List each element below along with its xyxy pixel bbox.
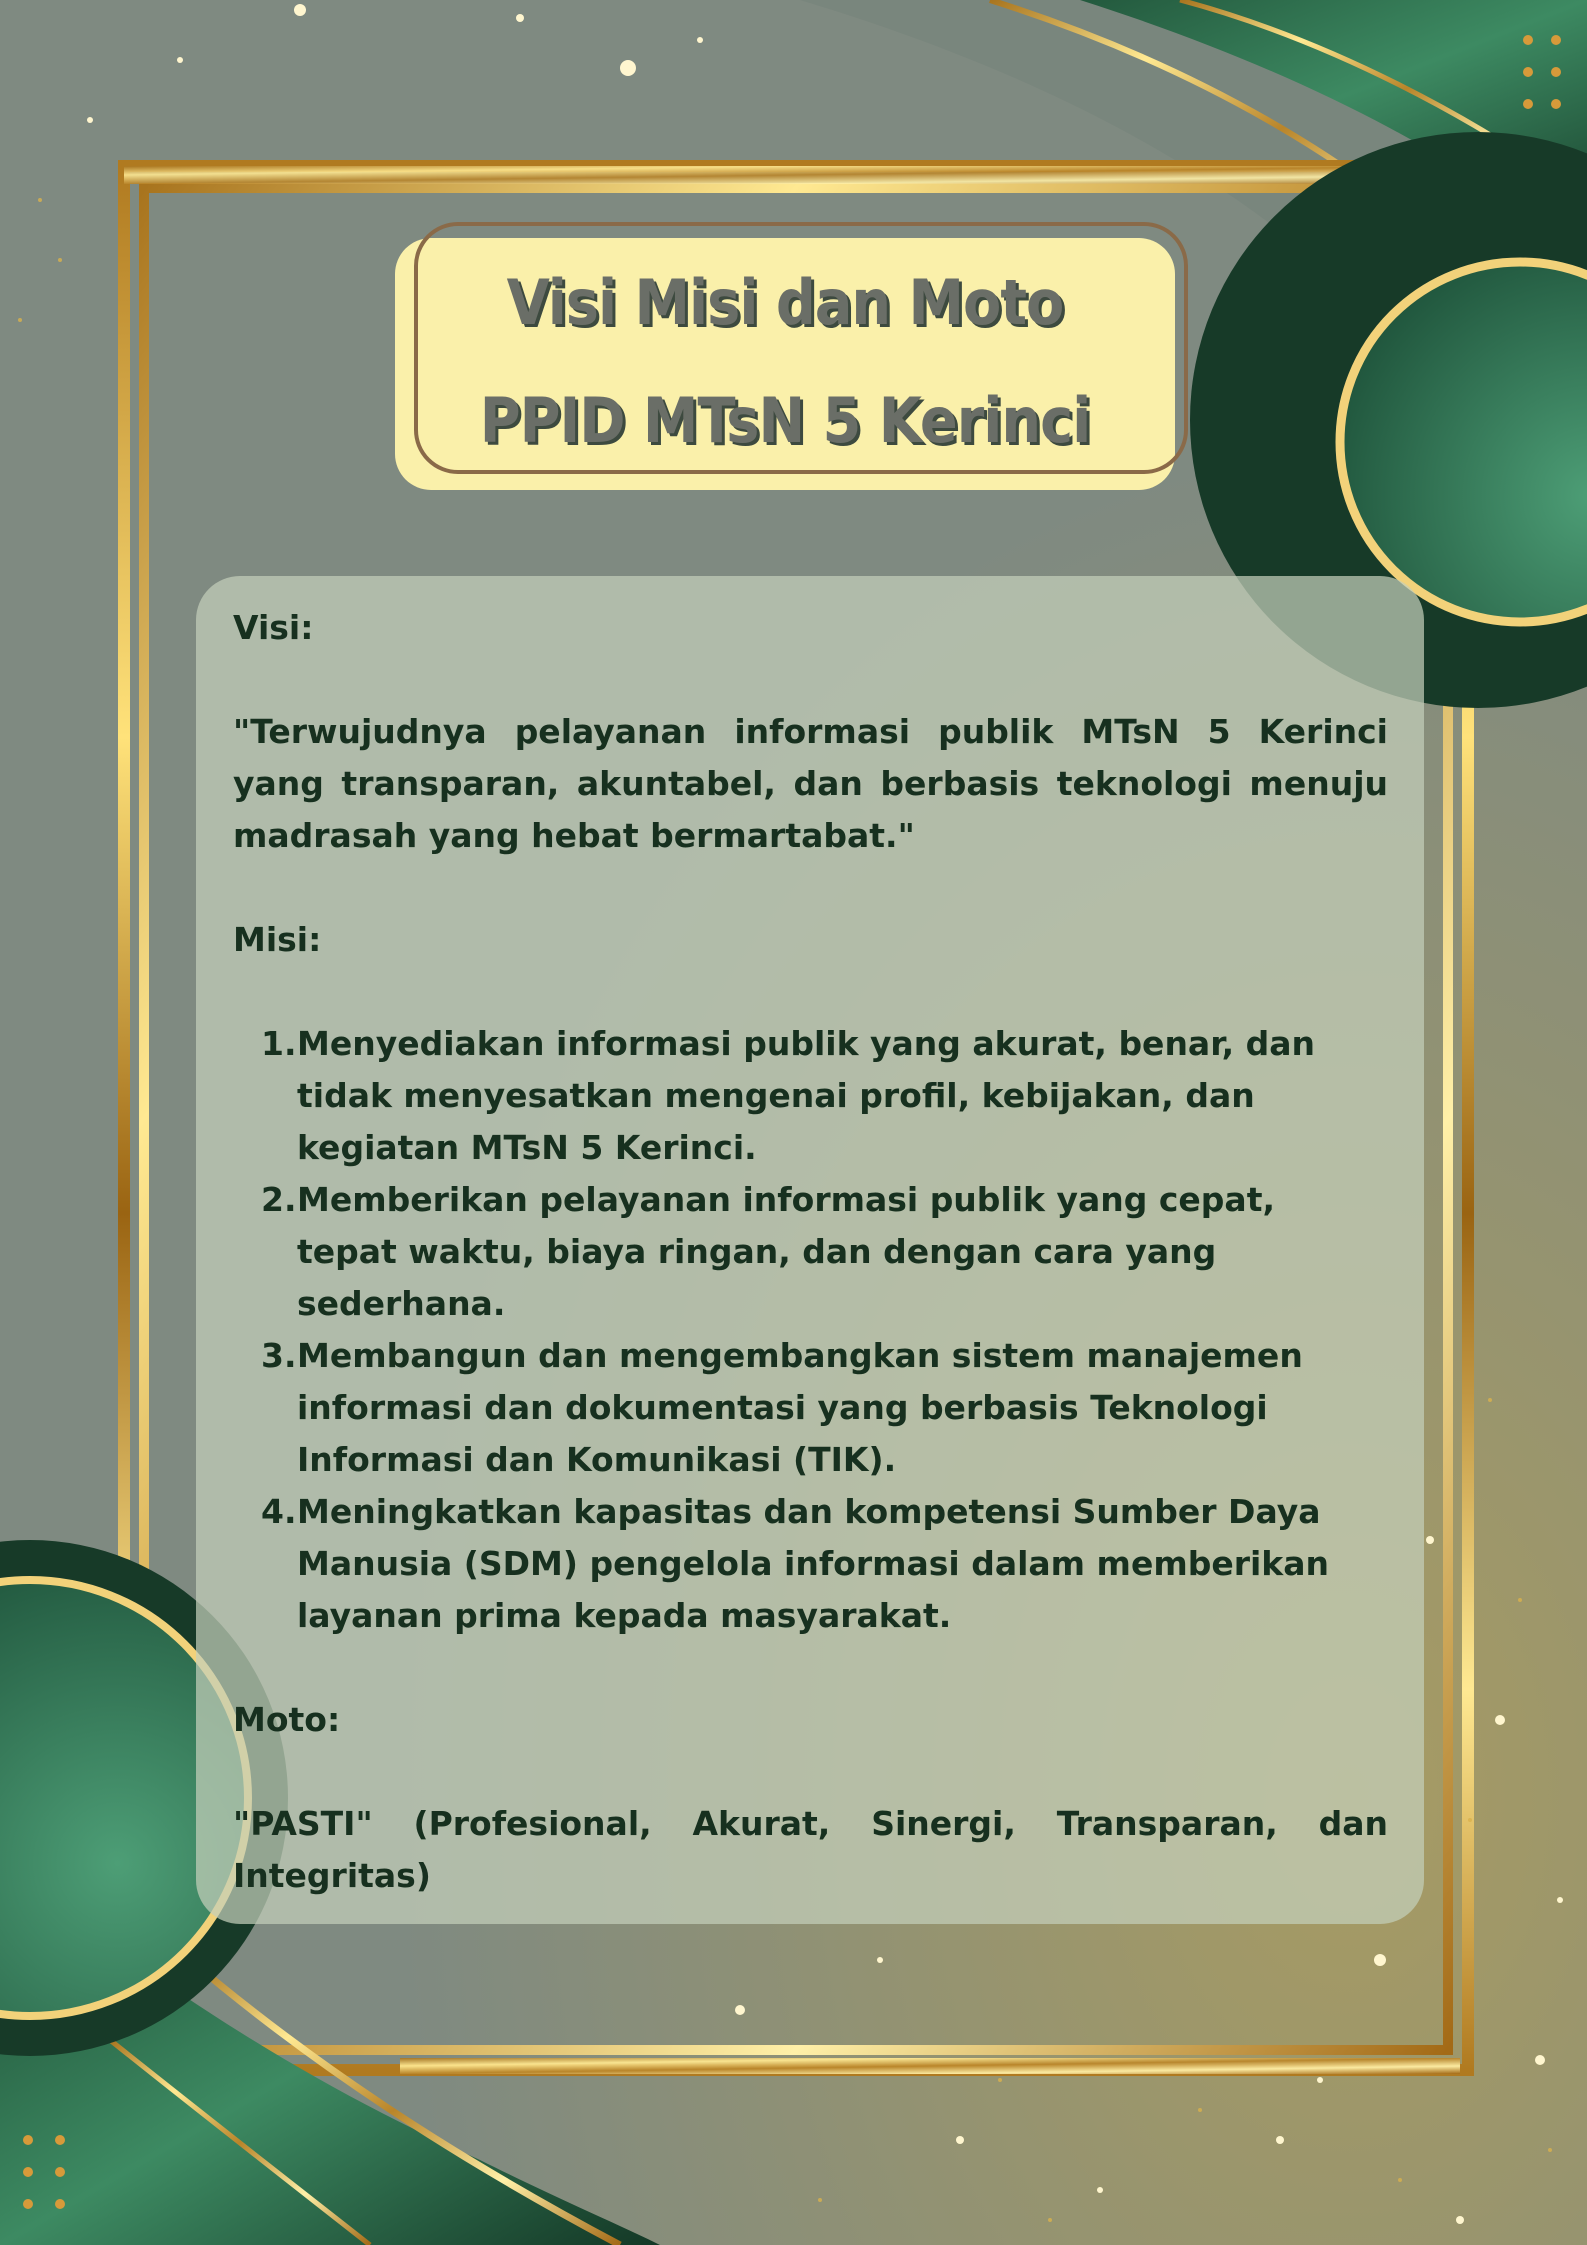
moto-text: "PASTI" (Profesional, Akurat, Sinergi, Transparan, dan Integritas) [233, 1804, 1388, 1895]
moto-heading: Moto: [233, 1700, 341, 1739]
list-item-number: 2. [261, 1180, 297, 1219]
list-item-text: Memberikan pelayanan informasi publik yang cepat, tepat waktu, biaya ringan, dan dengan cara yang sederhana. [297, 1180, 1276, 1323]
list-item-text: Membangun dan mengembangkan sistem manajemen informasi dan dokumentasi yang berbasis Teknologi Informasi dan Komunikasi (TIK). [297, 1336, 1303, 1479]
misi-list [233, 1018, 1388, 1642]
list-item [233, 1018, 1357, 1174]
content-text [233, 602, 1388, 1902]
list-item-text: Menyediakan informasi publik yang akurat, benar, dan tidak menyesatkan mengenai profil, kebijakan, dan kegiatan MTsN 5 Kerinci. [297, 1024, 1316, 1167]
list-item [233, 1486, 1357, 1642]
list-item [233, 1330, 1357, 1486]
misi-heading: Misi: [233, 920, 322, 959]
list-item [233, 1174, 1357, 1330]
list-item-text: Meningkatkan kapasitas dan kompetensi Sumber Daya Manusia (SDM) pengelola informasi dalam memberikan layanan prima kepada masyarakat. [297, 1492, 1330, 1635]
visi-heading: Visi: [233, 608, 314, 647]
list-item-number: 3. [261, 1336, 297, 1375]
visi-text: "Terwujudnya pelayanan informasi publik MTsN 5 Kerinci yang transparan, akuntabel, dan berbasis teknologi menuju madrasah yang hebat bermartabat." [233, 712, 1388, 855]
list-item-number: 4. [261, 1492, 297, 1531]
list-item-number: 1. [261, 1024, 297, 1063]
page-title-line-1: Visi Misi dan Moto [506, 266, 1064, 339]
page-title-line-2: PPID MTsN 5 Kerinci [479, 384, 1091, 457]
